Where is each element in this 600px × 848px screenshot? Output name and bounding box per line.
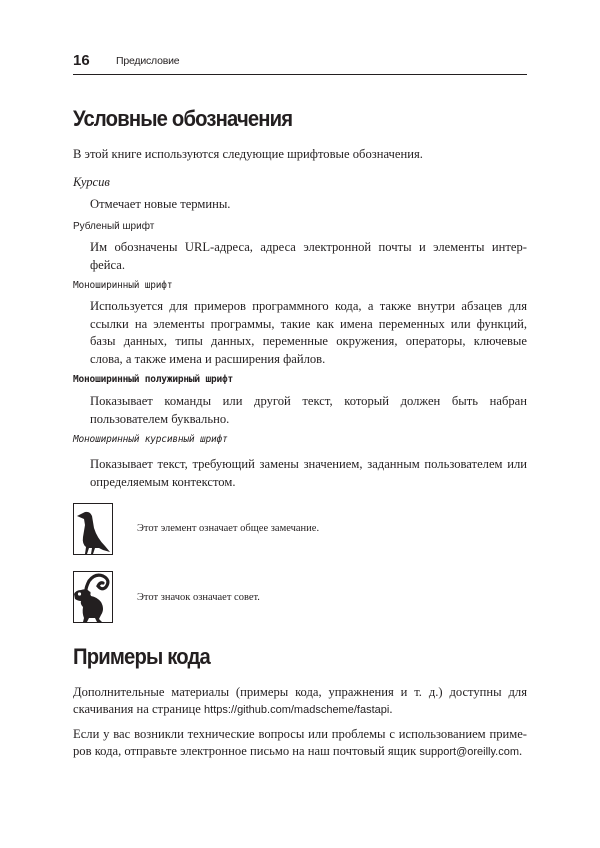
term-mono-description: Используется для примеров программного кода, а также внутри абзацев для ссылки на элементы программы, такие как имена переменных или функций, базы данных, типы данных, переменные окружения, операторы, ключевые слова, а также имена и расширения файлов.: [90, 299, 527, 366]
section-heading-code-examples: Примеры кода: [73, 644, 210, 669]
code-examples-paragraph-1: Дополнительные материалы (примеры кода, упражнения и т. д.) доступны для скачивания на странице https://github.com/madscheme/fastapi.: [73, 685, 527, 716]
running-title: Предисловие: [116, 55, 180, 67]
term-mono: Моноширинный шрифт: [73, 280, 173, 291]
code-examples-paragraph-2: Если у вас возникли технические вопросы или проблемы с использованием приме-ров кода, отправьте электронное письмо на наш почтовый ящик support@oreilly.com.: [73, 727, 527, 758]
term-mono-italic: Моноширинный курсивный шрифт: [73, 434, 228, 445]
support-email-link[interactable]: support@oreilly.com: [419, 745, 519, 758]
note-text: Этот элемент означает общее замечание.: [137, 523, 320, 534]
tip-text: Этот значок означает совет.: [137, 592, 260, 603]
term-mono-italic-description: Показывает текст, требующий замены значением, заданным пользователем или определяемым контекстом.: [90, 457, 527, 489]
term-mono-bold-description: Показывает команды или другой текст, который должен быть набран пользователем буквально.: [90, 394, 527, 426]
conventions-intro: В этой книге используются следующие шрифтовые обозначения.: [73, 147, 423, 161]
term-italic: Курсив: [73, 175, 110, 189]
github-link[interactable]: https://github.com/madscheme/fastapi: [204, 703, 390, 716]
term-sans: Рубленый шрифт: [73, 221, 155, 232]
term-italic-description: Отмечает новые термины.: [90, 197, 231, 211]
section-heading-conventions: Условные обозначения: [73, 106, 293, 131]
term-mono-bold: Моноширинный полужирный шрифт: [73, 374, 234, 385]
page-header: [73, 52, 527, 75]
lemur-icon: [73, 571, 113, 623]
page-number: 16: [73, 52, 90, 69]
term-sans-description: Им обозначены URL-адреса, адреса электронной почты и элементы интер-фейса.: [90, 240, 527, 272]
raven-icon: [73, 503, 113, 555]
